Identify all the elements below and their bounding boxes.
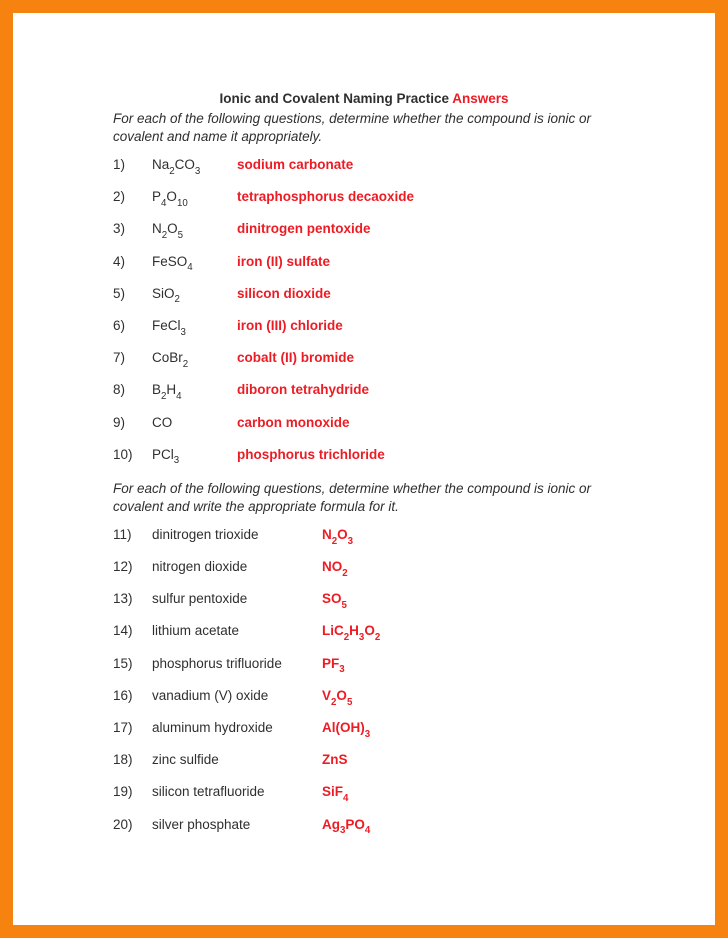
question-row <box>113 656 673 688</box>
compound-name: silicon tetrafluoride <box>152 784 265 800</box>
compound-name: zinc sulfide <box>152 752 219 768</box>
worksheet-content <box>113 110 673 849</box>
compound-name: vanadium (V) oxide <box>152 687 269 703</box>
compound-name: aluminum hydroxide <box>152 720 273 735</box>
answer-formula: ZnS <box>322 752 348 768</box>
question-number: 12) <box>113 559 133 575</box>
answer-formula: $N_2O_3$ <box>322 526 354 547</box>
question-row <box>113 623 673 655</box>
question-row <box>113 286 673 318</box>
compound-formula: SiO$_2$ <box>152 285 180 306</box>
answer-name: iron (III) chloride <box>237 317 343 333</box>
compound-name: lithium acetate <box>152 623 240 639</box>
question-row <box>113 688 673 720</box>
answer-formula: $LiC_2H_3O_2$ <box>322 623 381 644</box>
question-row <box>113 720 673 752</box>
compound-formula: FeSO$_4$ <box>152 253 193 274</box>
question-number: 2) <box>113 189 126 205</box>
instructions-formula <box>113 480 673 516</box>
question-row <box>113 591 673 623</box>
answer-formula: $NO_2$ <box>322 559 348 579</box>
question-number: 14) <box>113 623 133 639</box>
compound-name: silver phosphate <box>152 816 251 832</box>
question-number: 19) <box>113 784 133 800</box>
compound-formula: CO <box>152 414 173 430</box>
question-number: 7) <box>113 350 126 366</box>
question-row <box>113 350 673 382</box>
question-row <box>113 189 673 221</box>
instructions-naming <box>113 110 673 146</box>
question-number: 16) <box>113 687 133 703</box>
question-number: 6) <box>113 317 126 333</box>
question-row <box>113 817 673 849</box>
question-row <box>113 254 673 286</box>
question-number: 10) <box>113 446 133 462</box>
instructions-naming-line2: covalent and name it appropriately. <box>113 129 323 144</box>
page-title-text: Ionic and Covalent Naming Practice <box>219 91 450 106</box>
answer-name: cobalt (II) bromide <box>237 350 355 366</box>
answer-formula: $Ag_3PO_4$ <box>322 816 371 837</box>
question-number: 17) <box>113 720 133 735</box>
instructions-formula-line2: covalent and write the appropriate formula for it. <box>113 498 399 514</box>
question-number: 8) <box>113 382 126 398</box>
question-list-naming <box>113 157 673 479</box>
answer-name: sodium carbonate <box>237 157 354 172</box>
answer-formula: SiF$_4$ <box>322 784 349 805</box>
instructions-naming-line1: For each of the following questions, determine whether the compound is ionic or <box>113 111 592 126</box>
answer-formula: $V_2O_5$ <box>322 687 353 708</box>
compound-formula: $P_4O_{10}$ <box>152 189 188 209</box>
question-row <box>113 221 673 253</box>
compound-formula: $B_2H_4$ <box>152 382 182 402</box>
page-title-answers: Answers <box>452 91 509 106</box>
compound-name: phosphorus trifluoride <box>152 655 282 671</box>
compound-name: dinitrogen trioxide <box>152 526 259 542</box>
answer-name: dinitrogen pentoxide <box>237 221 371 237</box>
answer-name: iron (II) sulfate <box>237 253 331 269</box>
question-row <box>113 318 673 350</box>
question-row <box>113 784 673 816</box>
answer-name: diboron tetrahydride <box>237 382 370 398</box>
question-row <box>113 752 673 784</box>
question-number: 5) <box>113 285 126 301</box>
compound-formula: PCl$_3$ <box>152 446 180 467</box>
answer-name: carbon monoxide <box>237 414 350 430</box>
question-number: 13) <box>113 591 133 607</box>
question-row <box>113 527 673 559</box>
compound-formula: $N_2O_5$ <box>152 221 184 242</box>
answer-name: phosphorus trichloride <box>237 446 385 462</box>
page-title <box>13 92 715 106</box>
question-number: 15) <box>113 655 133 671</box>
question-number: 3) <box>113 221 126 237</box>
answer-name: silicon dioxide <box>237 285 331 301</box>
question-row <box>113 157 673 189</box>
question-number: 9) <box>113 414 126 430</box>
question-number: 4) <box>113 253 126 269</box>
question-number: 1) <box>113 157 126 172</box>
answer-name: tetraphosphorus decaoxide <box>237 189 415 205</box>
answer-formula: $SO_5$ <box>322 591 347 611</box>
answer-formula: $PF_3$ <box>322 655 345 676</box>
question-list-formula <box>113 527 673 849</box>
instructions-formula-line1: For each of the following questions, determine whether the compound is ionic or <box>113 480 592 496</box>
question-number: 11) <box>113 526 132 542</box>
compound-name: sulfur pentoxide <box>152 591 248 607</box>
question-number: 20) <box>113 816 133 832</box>
question-row <box>113 415 673 447</box>
question-row <box>113 447 673 479</box>
compound-name: nitrogen dioxide <box>152 559 248 575</box>
question-row <box>113 382 673 414</box>
question-row <box>113 559 673 591</box>
compound-formula: $Na_2CO_3$ <box>152 157 201 177</box>
compound-formula: FeCl$_3$ <box>152 317 186 338</box>
question-number: 18) <box>113 752 133 768</box>
compound-formula: CoBr$_2$ <box>152 350 189 370</box>
answer-formula: $Al(OH)_3$ <box>322 720 371 740</box>
